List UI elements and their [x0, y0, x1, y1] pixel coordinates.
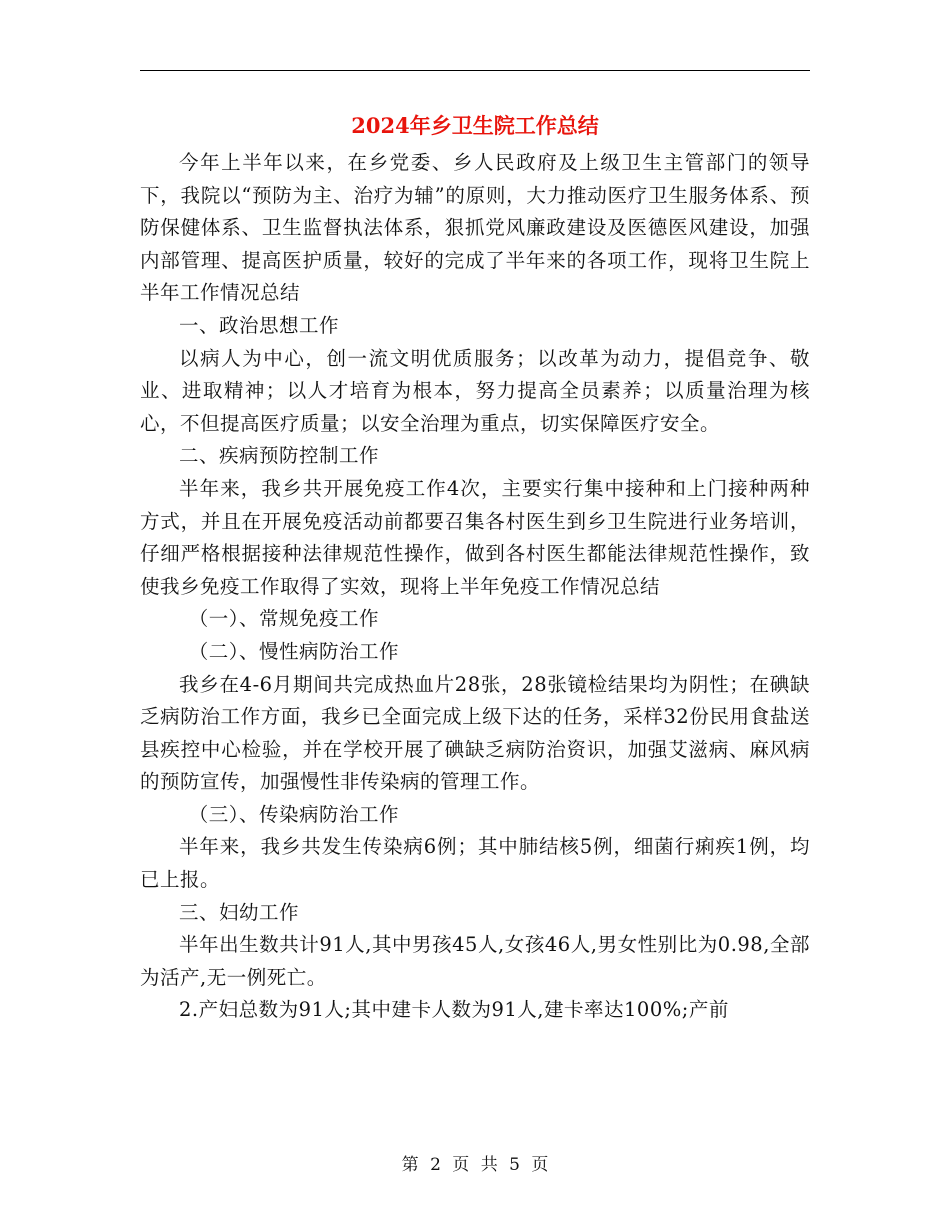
document-body — [140, 147, 810, 1027]
births-paragraph: 半年出生数共计91人,其中男孩45人,女孩46人,男女性别比为0.98,全部为活产,无一例死亡。 — [140, 933, 810, 989]
header-rule — [140, 70, 810, 71]
document-title: 2024年乡卫生院工作总结 — [351, 113, 599, 138]
section-heading-disease-control: 二、疾病预防控制工作 — [179, 444, 380, 468]
immunization-paragraph: 半年来，我乡共开展免疫工作4次，主要实行集中接种和上门接种两种方式，并且在开展免疫活动前都要召集各村医生到乡卫生院进行业务培训，仔细严格根据接种法律规范性操作，做到各村医生都能法律规范性操作，致使我乡免疫工作取得了实效，现将上半年免疫工作情况总结 — [140, 476, 810, 598]
subheading-chronic-disease: （二）、慢性病防治工作 — [188, 639, 400, 663]
political-paragraph: 以病人为中心，创一流文明优质服务；以改革为动力，提倡竞争、敬业、进取精神；以人才培育为根本，努力提高全员素养；以质量治理为核心，不但提高医疗质量；以安全治理为重点，切实保障医疗安全。 — [140, 346, 810, 435]
intro-paragraph: 今年上半年以来，在乡党委、乡人民政府及上级卫生主管部门的领导下，我院以“预防为主、治疗为辅”的原则，大力推动医疗卫生服务体系、预防保健体系、卫生监督执法体系，狠抓党风廉政建设及医德医风建设，加强内部管理、提高医护质量，较好的完成了半年来的各项工作，现将卫生院上半年工作情况总结 — [140, 151, 810, 305]
subheading-infectious-disease: （三）、传染病防治工作 — [188, 802, 400, 826]
maternal-paragraph: 2.产妇总数为91人;其中建卡人数为91人,建卡率达100%;产前 — [179, 998, 729, 1022]
page-number-footer: 第 2 页 共 5 页 — [401, 1155, 549, 1175]
section-heading-political: 一、政治思想工作 — [179, 313, 340, 337]
section-heading-maternal-child: 三、妇幼工作 — [179, 900, 300, 924]
chronic-disease-paragraph: 我乡在4-6月期间共完成热血片28张，28张镜检结果均为阴性；在碘缺乏病防治工作方面，我乡已全面完成上级下达的任务，采样32份民用食盐送县疾控中心检验，并在学校开展了碘缺乏病防治资识，加强艾滋病、麻风病的预防宣传，加强慢性非传染病的管理工作。 — [140, 672, 810, 794]
infectious-disease-paragraph: 半年来，我乡共发生传染病6例；其中肺结核5例，细菌行痢疾1例，均已上报。 — [140, 835, 810, 892]
subheading-routine-immunization: （一）、常规免疫工作 — [188, 607, 380, 631]
